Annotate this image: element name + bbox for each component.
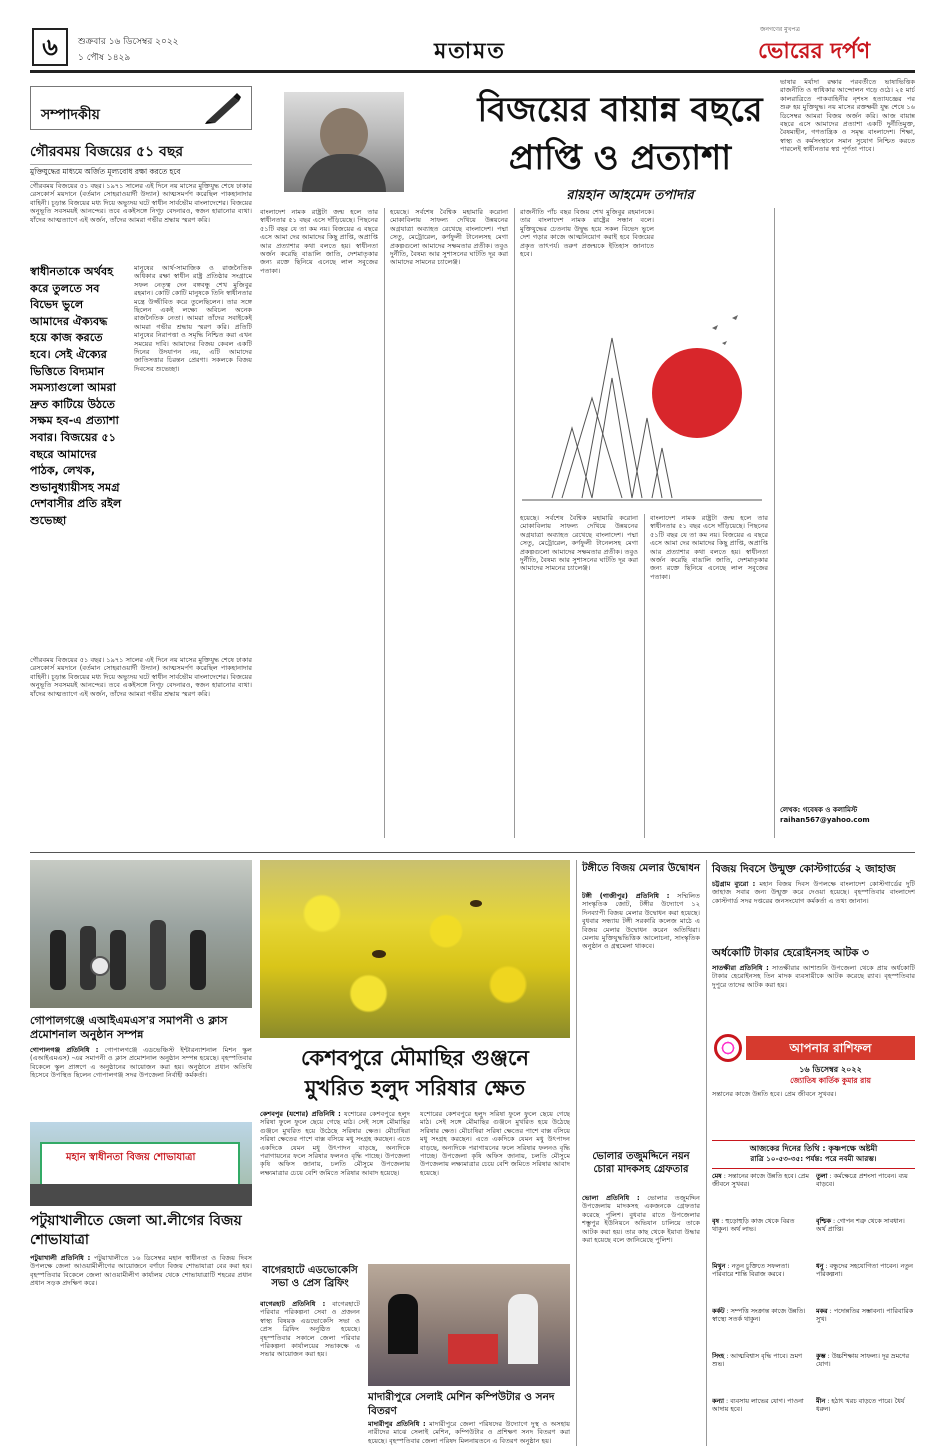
- sign-text: হঠাৎ খরচ বাড়তে পারে। ধৈর্য ধরুন।: [816, 1397, 905, 1413]
- keshabpur-title-line1: কেশবপুরে মৌমাছির গুঞ্জনে: [301, 1046, 529, 1070]
- opinion-col-4: বাংলাদেশ নামক রাষ্ট্রটা জন্ম হলে তার স্বাধীনতার ৫১ বছর এসে দাঁড়িয়েছে। পিছনের ৫১টি বছর যে তা কম নয়। বিজয়ের এ বছরে এসে আমা দের আমাদের কিছু প্রাপ্তি, অপ্রাপ্তি আর প্রত্যাশার কথা বলতে হয়। স্বাধীনতা অর্জন করেছি বাঙালি জাতি, দেশমাতৃকার জন্য রক্তে ছিনিয়ে এনেছে লাল সবুজের পতাকা।: [650, 514, 768, 581]
- sign-item: কর্কট : সম্পত্তি সংক্রান্ত কাজে উন্নতি। স্বাস্থ্যে সতর্ক থাকুন।: [712, 1307, 806, 1323]
- opinion-col-2: হয়েছে। সর্বশেষ বৈশ্বিক মহামারি করোনা মোকাবিলায় সাফল্য দেখিয়ে উন্নয়নের অগ্রযাত্রা অব্যাহত রেখেছে বাংলাদেশ। পদ্মা সেতু, মেট্রোরেল, কর্ণফুলী টানেলসহ মেগা প্রকল্পগুলো আমাদের সক্ষমতার প্রতীক। তবুও দুর্নীতি, বৈষম্য আর সুশাসনের ঘাটতি দূর করা আমাদের সামনের চ্যালেঞ্জ।: [390, 208, 508, 267]
- page-number: ৬: [32, 28, 68, 66]
- gopalganj-rally-photo: [30, 860, 252, 1008]
- editorial-column: [30, 86, 252, 844]
- sign-list-left: [712, 1172, 812, 1446]
- sign-name: সিংহ: [712, 1352, 725, 1360]
- tithi-time: রাত্রি ১০-৫৩-৩৫: পর্যন্ত: পরে নবমী আরম্ভ।: [712, 1154, 915, 1169]
- col-divider: [706, 860, 707, 1446]
- sign-text: গোপন শত্রু থেকে সাবধান। অর্থ প্রাপ্তি।: [816, 1217, 905, 1233]
- masthead-logo: ভোরের দর্পণ: [758, 39, 871, 64]
- sign-item: কুম্ভ : উচ্চশিক্ষায় সাফল্য। দূর ভ্রমণের যোগ।: [816, 1352, 910, 1368]
- bee-icon: [372, 950, 386, 958]
- sign-name: মেষ: [712, 1172, 722, 1180]
- issue-date-bangla: ১ পৌষ ১৪২৯: [78, 53, 131, 63]
- bhola-headline: ভোলার তজুমদ্দিনে নয়ন চোরা মাদকসহ গ্রেফতার: [592, 1151, 690, 1175]
- sign-name: মকর: [816, 1307, 828, 1315]
- bhola-body: [582, 1194, 700, 1444]
- section-title: মতামত: [434, 39, 506, 64]
- sign-item: মিথুন : নতুন চুক্তিতে সফলতা। পরিবারে শান্তি বিরাজ করবে।: [712, 1262, 790, 1278]
- sign-text: বন্ধুদের সহযোগিতা পাবেন। নতুন পরিকল্পনা।: [816, 1262, 913, 1278]
- madaripur-byline: মাদারীপুর প্রতিনিধি :: [368, 1420, 426, 1428]
- editorial-subtitle: মুক্তিযুদ্ধের মাধ্যমে অর্জিত মূল্যবোধ রক্ষা করতে হবে: [30, 164, 252, 182]
- tongi-body: [582, 892, 700, 1142]
- gopalganj-body: [30, 1046, 252, 1116]
- opinion-author-email[interactable]: raihan567@yahoo.com: [780, 816, 870, 824]
- bagerhat-byline: বাগেরহাট প্রতিনিধি :: [260, 1300, 326, 1308]
- col-divider: [514, 208, 515, 838]
- tithi-title: আজকের দিনের তিথি : কৃষ্ণপক্ষে অষ্টমী: [712, 1140, 915, 1156]
- madaripur-distribution-photo: [368, 1264, 570, 1386]
- coastguard-body: [712, 880, 915, 940]
- sign-item: মকর : পদোন্নতির সম্ভাবনা। পারিবারিক সুখ।: [816, 1307, 914, 1323]
- sign-text: হুড়োহুড়ি কাজ থেকে বিরত থাকুন। অর্থ লাভ।: [712, 1217, 795, 1233]
- sign-text: নতুন চুক্তিতে সফলতা। পরিবারে শান্তি বিরাজ করবে।: [712, 1262, 790, 1278]
- sign-item: মীন : হঠাৎ খরচ বাড়তে পারে। ধৈর্য ধরুন।: [816, 1397, 905, 1413]
- bagerhat-body: [260, 1300, 360, 1444]
- bhola-text: ভোলার তজুমদ্দিন উপজেলায় মাদকসহ একজনকে গ্রেফতার করেছে পুলিশ। বুধবার রাতে উপজেলার শম্ভুপুর ইউনিয়নে অভিযান চালিয়ে তাকে আটক করা হয়। তার কাছ থেকে ইয়াবা উদ্ধার করা হয়েছে বলে জানিয়েছে পুলিশ।: [582, 1194, 700, 1245]
- madaripur-text: মাদারীপুরে জেলা পরিষদের উদ্যোগে দুস্থ ও অসহায় নারীদের মাঝে সেলাই মেশিন, কম্পিউটার ও প্রশিক্ষণ সনদ বিতরণ করা হয়েছে। বৃহস্পতিবার জেলা পরিষদ মিলনায়তনে এ বিতরণ অনুষ্ঠান হয়।: [368, 1420, 570, 1445]
- madaripur-headline: মাদারীপুরে সেলাই মেশিন কম্পিউটার ও সনদ বিতরণ: [368, 1391, 555, 1417]
- keshabpur-body-2: যশোরের কেশবপুরে হলুদ সরিষা ফুলে ফুলে ছেয়ে গেছে মাঠ। সেই সঙ্গে মৌমাছির গুঞ্জনে মুখরিত হয়ে উঠেছে সরিষার ক্ষেত। মৌচাষিরা সরিষা ক্ষেতের পাশে বাক্স বসিয়ে মধু সংগ্রহ করছেন। এতে একদিকে যেমন মধু উৎপাদন বাড়ছে, অন্যদিকে পরাগায়নের ফলে সরিষার ফলনও বৃদ্ধি পাচ্ছে। উপজেলা কৃষি অফিস জানায়, চলতি মৌসুমে উপজেলায় লক্ষ্যমাত্রার চেয়ে বেশি জমিতে সরিষার আবাদ হয়েছে।: [420, 1110, 570, 1177]
- opinion-col-3a: রাজনীতি পাঁচ বছর বিজয় শেখ মুজিবুর রহমানকে। তার বাংলাদেশ নামক রাষ্ট্রের সন্ধান বলে। মুক্তিযুদ্ধের চেতনায় উদ্বুদ্ধ হয়ে সকল বিভেদ ভুলে দেশ গড়ার কাজে আত্মনিয়োগ করাই হবে বিজয়ের প্রকৃত তাৎপর্য। তরুণ প্রজন্মকে ইতিহাস জানাতে হবে।: [520, 208, 654, 259]
- heroin-headline: অর্ধকোটি টাকার হেরোইনসহ আটক ৩: [712, 947, 870, 959]
- author-photo: [284, 92, 404, 192]
- heroin-body: [712, 964, 915, 1024]
- sign-name: কন্যা: [712, 1397, 724, 1405]
- horoscope-intro: সন্তানের কাজে উন্নতি হবে। প্রেম জীবনে সুখবর।: [712, 1090, 837, 1098]
- sign-item: মেষ : সন্তানের কাজে উন্নতি হবে। প্রেম জীবনে সুখবর।: [712, 1172, 809, 1188]
- patuakhali-headline: পটুয়াখালীতে জেলা আ.লীগের বিজয় শোভাযাত্রা: [30, 1213, 242, 1248]
- editorial-body-3: গৌরবময় বিজয়ের ৫১ বছর। ১৯৭১ সালের এই দিনে নয় মাসের মুক্তিযুদ্ধ শেষে ঢাকার রেসকোর্স ময়দানে (বর্তমান সোহরাওয়ার্দী উদ্যান) আত্মসমর্পণ করেছিল পাকহানাদার বাহিনী। চূড়ান্ত বিজয়ের মধ্য দিয়ে অভ্যুদয় ঘটে স্বাধীন সার্বভৌম বাংলাদেশের। বিজয়ের অনুভূতি সবসময়ই আনন্দের। তবে একইসঙ্গে নিগূঢ় বেদনারও, স্বজন হারানোর ব্যথা। যাঁদের আত্মত্যাগে এই অর্জন, তাঁদের আমরা গভীর শ্রদ্ধায় স্মরণ করি।: [30, 656, 252, 698]
- madaripur-body: [368, 1420, 570, 1446]
- horoscope-astrologer: জ্যোতিষ কার্তিক কুমার রায়: [790, 1076, 871, 1085]
- editorial-label-box: [30, 86, 252, 130]
- issue-date: শুক্রবার ১৬ ডিসেম্বর ২০২২: [78, 37, 179, 47]
- masthead-tagline: জনগণের মুখপত্র: [760, 26, 800, 33]
- sign-name: মীন: [816, 1397, 826, 1405]
- martyrs-monument-illustration: [522, 298, 762, 508]
- opinion-col-1: বাংলাদেশ নামক রাষ্ট্রটা জন্ম হলে তার স্বাধীনতার ৫১ বছর এসে দাঁড়িয়েছে। পিছনের ৫১টি বছর যে তা কম নয়। বিজয়ের এ বছরে এসে আমা দের আমাদের কিছু প্রাপ্তি, অপ্রাপ্তি আর প্রত্যাশার কথা বলতে হয়। স্বাধীনতা অর্জন করেছি বাঙালি জাতি, দেশমাতৃকার জন্য রক্তে ছিনিয়ে এনেছে লাল সবুজের পতাকা।: [260, 208, 378, 275]
- heroin-byline: সাতক্ষীরা প্রতিনিধি :: [712, 964, 769, 972]
- sign-list-right: [816, 1172, 915, 1446]
- sign-name: বৃষ: [712, 1217, 720, 1225]
- opinion-article: [260, 78, 915, 848]
- col-divider: [576, 860, 577, 1446]
- opinion-title-line2: প্রাপ্তি ও প্রত্যাশা: [508, 138, 732, 178]
- bhola-byline: ভোলা প্রতিনিধি :: [582, 1194, 640, 1202]
- keshabpur-text: যশোরের কেশবপুরে হলুদ সরিষা ফুলে ফুলে ছেয়ে গেছে মাঠ। সেই সঙ্গে মৌমাছির গুঞ্জনে মুখরিত হয়ে উঠেছে সরিষার ক্ষেত। মৌচাষিরা সরিষা ক্ষেতের পাশে বাক্স বসিয়ে মধু সংগ্রহ করছেন। এতে একদিকে যেমন মধু উৎপাদন বাড়ছে, অন্যদিকে পরাগায়নের ফলে সরিষার ফলনও বৃদ্ধি পাচ্ছে। উপজেলা কৃষি অফিস জানায়, চলতি মৌসুমে উপজেলায় লক্ষ্যমাত্রার চেয়ে বেশি জমিতে সরিষার আবাদ হয়েছে।: [260, 1110, 410, 1177]
- sign-item: সিংহ : আত্মবিশ্বাস বৃদ্ধি পাবে। ভ্রমণ শুভ।: [712, 1352, 802, 1368]
- coastguard-text: মহান বিজয় দিবস উপলক্ষে বাংলাদেশ কোস্টগার্ডের দুটি জাহাজ সবার জন্য উন্মুক্ত করে দেওয়া হয়েছে। বৃহস্পতিবার বাংলাদেশ কোস্টগার্ড সদর দপ্তরের জনসংযোগ কর্মকর্তা এ তথ্য জানান।: [712, 880, 915, 905]
- bagerhat-headline: বাগেরহাটে এডভোকেসি সভা ও প্রেস ব্রিফিং: [262, 1265, 358, 1289]
- horoscope-box: [712, 1032, 915, 1446]
- gopalganj-text: গোপালগঞ্জে এডভেঞ্চিস্ট ইন্টারন্যাশনাল মিশন স্কুল (এআইএমএস) -এর সমাপনী ও ক্লাস প্রমোশনাল অনুষ্ঠান সম্পন্ন হয়েছে। বৃহস্পতিবার বিকেলে স্কুল প্রাঙ্গণে এ অনুষ্ঠানের আয়োজন করা হয়। অনুষ্ঠানে প্রধান অতিথি হিসেবে উপস্থিত ছিলেন গোপালগঞ্জ সদর উপজেলা নির্বাহী কর্মকর্তা।: [30, 1046, 252, 1080]
- col-divider: [774, 208, 775, 838]
- keshabpur-body-1: [260, 1110, 410, 1260]
- horoscope-date: ১৬ ডিসেম্বর ২০২২: [799, 1065, 862, 1074]
- sign-item: ধনু : বন্ধুদের সহযোগিতা পাবেন। নতুন পরিকল্পনা।: [816, 1262, 913, 1278]
- tongi-text: সম্মিলিত সাংস্কৃতিক জোট, টঙ্গীর উদ্যোগে ১২ দিনব্যাপী বিজয় মেলার উদ্বোধন করা হয়েছে। বুধবার সন্ধ্যায় টঙ্গী সরকারি কলেজ মাঠে এ বিজয় মেলার উদ্বোধন করেন অতিথিরা। মেলায় মুক্তিযুদ্ধভিত্তিক আলোচনা, সাংস্কৃতিক অনুষ্ঠান ও গ্রন্থমেলা থাকবে।: [582, 892, 700, 951]
- sign-name: বৃশ্চিক: [816, 1217, 831, 1225]
- sign-name: তুলা: [816, 1172, 828, 1180]
- keshabpur-byline: কেশবপুর (যশোর) প্রতিনিধি :: [260, 1110, 341, 1118]
- col-divider: [384, 208, 385, 838]
- sign-text: ব্যবসায় লাভের যোগ। পাওনা আদায় হবে।: [712, 1397, 804, 1413]
- gopalganj-headline: গোপালগঞ্জে এআইএমএস'র সমাপনী ও ক্লাস প্রমোশনাল অনুষ্ঠান সম্পন্ন: [30, 1014, 228, 1041]
- zodiac-wheel-icon: [714, 1034, 742, 1062]
- editorial-body-1: গৌরবময় বিজয়ের ৫১ বছর। ১৯৭১ সালের এই দিনে নয় মাসের মুক্তিযুদ্ধ শেষে ঢাকার রেসকোর্স ময়দানে (বর্তমান সোহরাওয়ার্দী উদ্যান) আত্মসমর্পণ করেছিল পাকহানাদার বাহিনী। চূড়ান্ত বিজয়ের মধ্য দিয়ে অভ্যুদয় ঘটে স্বাধীন সার্বভৌম বাংলাদেশের। বিজয়ের অনুভূতি সবসময়ই আনন্দের। তবে একইসঙ্গে নিগূঢ় বেদনারও, স্বজন হারানোর ব্যথা। যাঁদের আত্মত্যাগে এই অর্জন, তাঁদের আমরা গভীর শ্রদ্ধায় স্মরণ করি।: [30, 182, 252, 224]
- horoscope-title-bar: [746, 1036, 915, 1060]
- patuakhali-text: পটুয়াখালীতে ১৬ ডিসেম্বর মহান স্বাধীনতা ও বিজয় দিবস উপলক্ষে জেলা আওয়ামীলীগের আয়োজনে বর্ণাঢ্য বিজয় শোভাযাত্রা বের করা হয়। বৃহস্পতিবার বিকেলে জেলা আওয়ামীলীগ কার্যালয় থেকে শোভাযাত্রাটি শহরের প্রধান প্রধান সড়ক প্রদক্ষিণ করে।: [30, 1254, 252, 1288]
- page-header: [0, 0, 945, 72]
- editorial-label: সম্পাদকীয়: [41, 107, 100, 123]
- tongi-byline: টঙ্গী (গাজীপুর) প্রতিনিধি :: [582, 892, 670, 900]
- sign-name: মিথুন: [712, 1262, 726, 1270]
- patuakhali-byline: পটুয়াখালী প্রতিনিধি :: [30, 1254, 91, 1262]
- opinion-title-line1: বিজয়ের বায়ান্ন বছরে: [477, 90, 763, 130]
- sign-text: কর্মক্ষেত্রে প্রশংসা পাবেন। ব্যয় বাড়বে।: [816, 1172, 908, 1188]
- coastguard-byline: চট্টগ্রাম ব্যুরো :: [712, 880, 756, 888]
- sign-text: উচ্চশিক্ষায় সাফল্য। দূর ভ্রমণের যোগ।: [816, 1352, 910, 1368]
- sign-text: আত্মবিশ্বাস বৃদ্ধি পাবে। ভ্রমণ শুভ।: [712, 1352, 802, 1368]
- sign-item: কন্যা : ব্যবসায় লাভের যোগ। পাওনা আদায় হবে।: [712, 1397, 804, 1413]
- sign-text: পদোন্নতির সম্ভাবনা। পারিবারিক সুখ।: [816, 1307, 914, 1323]
- coastguard-headline: বিজয় দিবসে উন্মুক্ত কোস্টগার্ডের ২ জাহাজ: [712, 863, 896, 875]
- bagerhat-text: বাগেরহাটে পরিবার পরিকল্পনা সেবা ও প্রজনন স্বাস্থ্য বিষয়ক এডভোকেসি সভা ও প্রেস ব্রিফিং অনুষ্ঠিত হয়েছে। বৃহস্পতিবার সকালে জেলা পরিবার পরিকল্পনা কার্যালয়ের সভাকক্ষে এ সভার আয়োজন করা হয়।: [260, 1300, 360, 1359]
- horoscope-title: আপনার রাশিফল: [789, 1041, 872, 1055]
- sign-text: সম্পত্তি সংক্রান্ত কাজে উন্নতি। স্বাস্থ্যে সতর্ক থাকুন।: [712, 1307, 806, 1323]
- editorial-pullquote: স্বাধীনতাকে অর্থবহ করে তুলতে সব বিভেদ ভুলে আমাদের ঐক্যবদ্ধ হয়ে কাজ করতে হবে। সেই ঐক্যের ভিত্তিতে বিদ্যমান সমস্যাগুলো আমরা দ্রুত কাটিয়ে উঠতে সক্ষম হব-এ প্রত্যাশা সবার। বিজয়ের ৫১ বছরে আমাদের পাঠক, লেখক, শুভানুধ্যায়ীসহ সমগ্র দেশবাসীর প্রতি রইল শুভেচ্ছা: [30, 265, 122, 527]
- sign-name: কর্কট: [712, 1307, 725, 1315]
- patuakhali-rally-photo: [30, 1122, 252, 1206]
- editorial-body-2: মানুষের আর্থ-সামাজিক ও রাজনৈতিক অধিকার রক্ষা স্বাধীন রাষ্ট্র প্রতিষ্ঠার সংগ্রামে সফল নেতৃত্ব দেন বঙ্গবন্ধু শেখ মুজিবুর রহমান। কোটি কোটি মানুষকে তিনি স্বাধীনতার মন্ত্রে উজ্জীবিত করে তুলেছিলেন। তার সঙ্গে ছিলেন একই লক্ষ্যে অবিচল অনেক রাজনৈতিক নেতা। আমরা তাঁদের সবাইকেই আমরা গভীর শ্রদ্ধায় স্মরণ করি। প্রতিটি মানুষের নিরাপত্তা ও সমৃদ্ধি নিশ্চিত করা এখন সময়ের দাবি। আমাদের বিজয় কেবল একটি দিনের উদযাপন নয়, এটি আমাদের জাতিসত্তার চিরন্তন প্রেরণা। সকলকে বিজয় দিবসের শুভেচ্ছা।: [134, 264, 252, 373]
- opinion-author-footer: লেখক: গবেষক ও কলামিস্ট: [780, 806, 858, 814]
- sign-name: ধনু: [816, 1262, 824, 1270]
- tongi-headline: টঙ্গীতে বিজয় মেলার উদ্বোধন: [582, 863, 700, 874]
- heroin-text: সাতক্ষীরার আশাশুনি উপজেলা থেকে প্রায় অর্ধকোটি টাকার হেরোইনসহ তিন মাদক ব্যবসায়ীকে আটক করেছে র‌্যাব। বৃহস্পতিবার দুপুরে তাদের আটক করা হয়।: [712, 964, 915, 989]
- gopalganj-byline: গোপালগঞ্জ প্রতিনিধি :: [30, 1046, 99, 1054]
- col-divider: [644, 514, 645, 838]
- mustard-field-photo: [260, 860, 570, 1038]
- patuakhali-banner-text: মহান স্বাধীনতা বিজয় শোভাযাত্রা: [66, 1152, 196, 1163]
- keshabpur-title-line2: মুখরিত হলুদ সরিষার ক্ষেত: [304, 1076, 526, 1100]
- opinion-author: রায়হান আহমেদ তপাদার: [566, 188, 694, 203]
- header-rule: [30, 70, 915, 73]
- sign-item: বৃষ : হুড়োহুড়ি কাজ থেকে বিরত থাকুন। অর্থ লাভ।: [712, 1217, 795, 1233]
- section-rule: [30, 852, 915, 853]
- sign-name: কুম্ভ: [816, 1352, 826, 1360]
- pen-icon: [203, 91, 243, 125]
- patuakhali-body: [30, 1254, 252, 1444]
- editorial-title: গৌরবময় বিজয়ের ৫১ বছর: [30, 144, 184, 160]
- opinion-col-5: ভাষার মর্যাদা রক্ষার পরবর্তীতে ভাষাভিত্তিক রাজনীতি ও স্বাধিকার আন্দোলন গড়ে ওঠে। ২৫ মার্চ কালরাত্রিতে পাকবাহিনীর নৃশংস হত্যাযজ্ঞের পর শুরু হয় মুক্তিযুদ্ধ। নয় মাসের রক্তক্ষয়ী যুদ্ধ শেষে ১৬ ডিসেম্বর আমরা বিজয় অর্জন করি। আজ বায়ান্ন বছরে এসে আমাদের প্রত্যাশা একটি দুর্নীতিমুক্ত, বৈষম্যহীন, গণতান্ত্রিক ও সমৃদ্ধ বাংলাদেশ। শিক্ষা, স্বাস্থ্য ও কর্মসংস্থানে সমান সুযোগ নিশ্চিত করতে পারলেই স্বাধীনতার স্বপ্ন পূর্ণতা পাবে।: [780, 78, 915, 154]
- sign-item: বৃশ্চিক : গোপন শত্রু থেকে সাবধান। অর্থ প্রাপ্তি।: [816, 1217, 905, 1233]
- opinion-col-3b: হয়েছে। সর্বশেষ বৈশ্বিক মহামারি করোনা মোকাবিলায় সাফল্য দেখিয়ে উন্নয়নের অগ্রযাত্রা অব্যাহত রেখেছে বাংলাদেশ। পদ্মা সেতু, মেট্রোরেল, কর্ণফুলী টানেলসহ মেগা প্রকল্পগুলো আমাদের সক্ষমতার প্রতীক। তবুও দুর্নীতি, বৈষম্য আর সুশাসনের ঘাটতি দূর করা আমাদের সামনের চ্যালেঞ্জ।: [520, 514, 638, 573]
- sign-text: সন্তানের কাজে উন্নতি হবে। প্রেম জীবনে সুখবর।: [712, 1172, 809, 1188]
- bee-icon: [470, 900, 482, 907]
- sign-item: তুলা : কর্মক্ষেত্রে প্রশংসা পাবেন। ব্যয় বাড়বে।: [816, 1172, 908, 1188]
